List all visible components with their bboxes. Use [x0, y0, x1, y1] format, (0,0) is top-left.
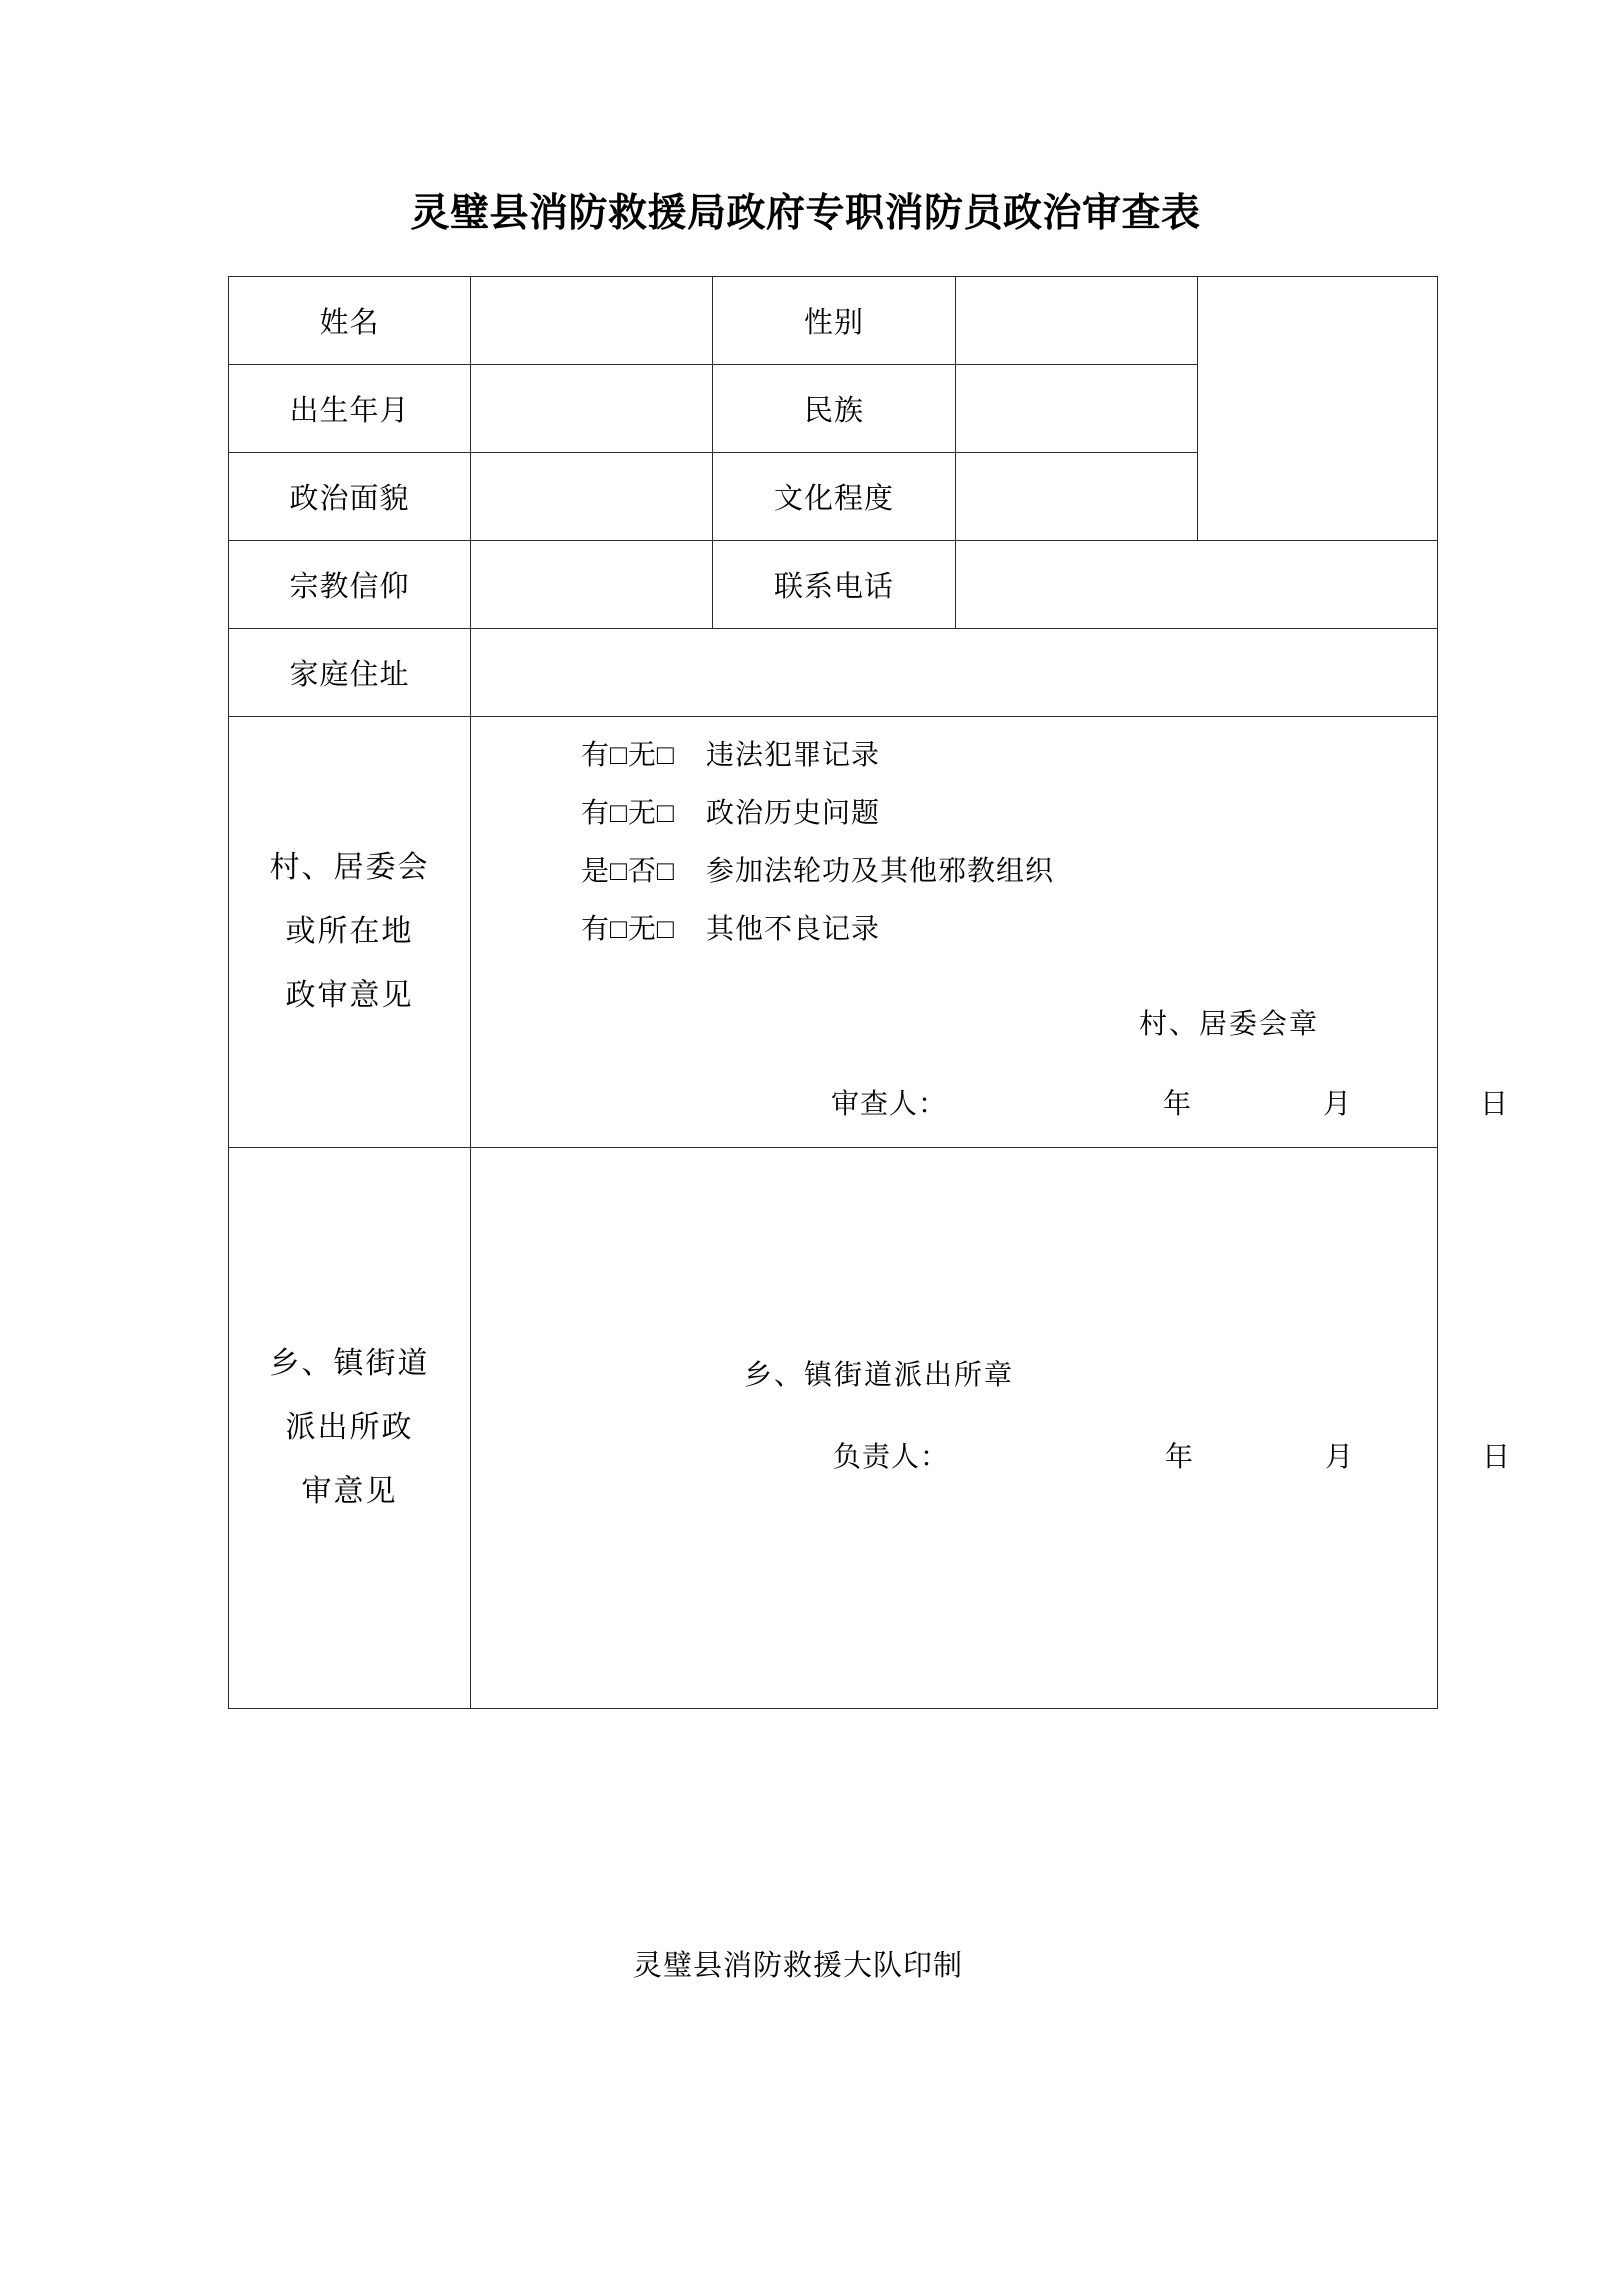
checkbox-options-political-history[interactable]: 有□无□ — [581, 798, 675, 829]
field-value-gender[interactable] — [956, 277, 1198, 365]
field-value-birthdate[interactable] — [471, 365, 713, 453]
check-label-other-bad-record: 其他不良记录 — [706, 914, 881, 945]
field-value-home-address[interactable] — [471, 629, 1438, 717]
field-value-education[interactable] — [956, 453, 1198, 541]
field-label-birthdate: 出生年月 — [229, 365, 471, 453]
field-label-education: 文化程度 — [713, 453, 956, 541]
village-day-label[interactable]: 日 — [1480, 1089, 1510, 1120]
police-signature-line — [471, 1435, 1512, 1475]
police-year-label[interactable]: 年 — [1165, 1442, 1195, 1473]
village-year-label[interactable]: 年 — [1163, 1089, 1193, 1120]
village-opinion-label-line-1: 村、居委会 — [269, 851, 430, 884]
field-value-name[interactable] — [471, 277, 713, 365]
check-row-criminal-record[interactable] — [471, 742, 1437, 770]
field-label-phone: 联系电话 — [713, 541, 956, 629]
table-row-home-address — [229, 629, 1438, 717]
field-value-political-status[interactable] — [471, 453, 713, 541]
printed-by-note: 灵璧县消防救援大队印制 — [632, 1950, 963, 1982]
village-committee-seal-label: 村、居委会章 — [1138, 1009, 1319, 1040]
checkbox-options-criminal-record[interactable]: 有□无□ — [581, 740, 675, 771]
police-station-seal-label: 乡、镇街道派出所章 — [743, 1360, 1014, 1391]
police-opinion-label-line-1: 乡、镇街道 — [269, 1347, 430, 1380]
police-month-label[interactable]: 月 — [1325, 1442, 1355, 1473]
police-opinion-body-inner — [471, 1353, 1512, 1503]
field-value-ethnicity[interactable] — [956, 365, 1198, 453]
check-label-political-history: 政治历史问题 — [706, 798, 881, 829]
village-check-list — [471, 742, 1437, 944]
table-row-religion — [229, 541, 1438, 629]
field-label-political-status: 政治面貌 — [229, 453, 471, 541]
checkbox-options-other-bad-record[interactable]: 有□无□ — [581, 914, 675, 945]
check-row-cult-membership[interactable] — [471, 858, 1437, 886]
table-row-police-opinion — [229, 1148, 1438, 1709]
field-value-religion[interactable] — [471, 541, 713, 629]
village-opinion-label-line-3: 政审意见 — [285, 979, 414, 1012]
village-signature-line — [471, 1082, 1510, 1122]
village-opinion-label-cell — [229, 717, 471, 1148]
field-label-ethnicity: 民族 — [713, 365, 956, 453]
check-row-political-history[interactable] — [471, 800, 1437, 828]
police-opinion-body-cell[interactable] — [471, 1148, 1512, 1709]
field-label-gender: 性别 — [713, 277, 956, 365]
field-label-religion: 宗教信仰 — [229, 541, 471, 629]
checkbox-options-cult-membership[interactable]: 是□否□ — [581, 856, 675, 887]
field-label-home-address: 家庭住址 — [229, 629, 471, 717]
table-row-village-opinion — [229, 717, 1438, 1148]
police-responsible-label[interactable]: 负责人： — [833, 1442, 950, 1473]
check-label-cult-membership: 参加法轮功及其他邪教组织 — [706, 856, 1055, 887]
field-value-phone[interactable] — [956, 541, 1438, 629]
police-opinion-label-line-3: 审意见 — [301, 1475, 398, 1508]
photo-cell[interactable] — [1198, 277, 1438, 541]
village-opinion-body-cell — [471, 717, 1510, 1148]
political-review-form-table — [228, 276, 1512, 1709]
police-day-label[interactable]: 日 — [1482, 1442, 1512, 1473]
police-opinion-label-cell — [229, 1148, 471, 1709]
village-month-label[interactable]: 月 — [1323, 1089, 1353, 1120]
field-label-name: 姓名 — [229, 277, 471, 365]
check-label-criminal-record: 违法犯罪记录 — [706, 740, 881, 771]
police-opinion-label-line-2: 派出所政 — [285, 1411, 414, 1444]
page-title: 灵璧县消防救援局政府专职消防员政治审查表 — [410, 192, 1201, 235]
village-opinion-label-line-2: 或所在地 — [285, 915, 414, 948]
table-row-name — [229, 277, 1438, 365]
check-row-other-bad-record[interactable] — [471, 916, 1437, 944]
village-reviewer-label[interactable]: 审查人： — [831, 1089, 948, 1120]
